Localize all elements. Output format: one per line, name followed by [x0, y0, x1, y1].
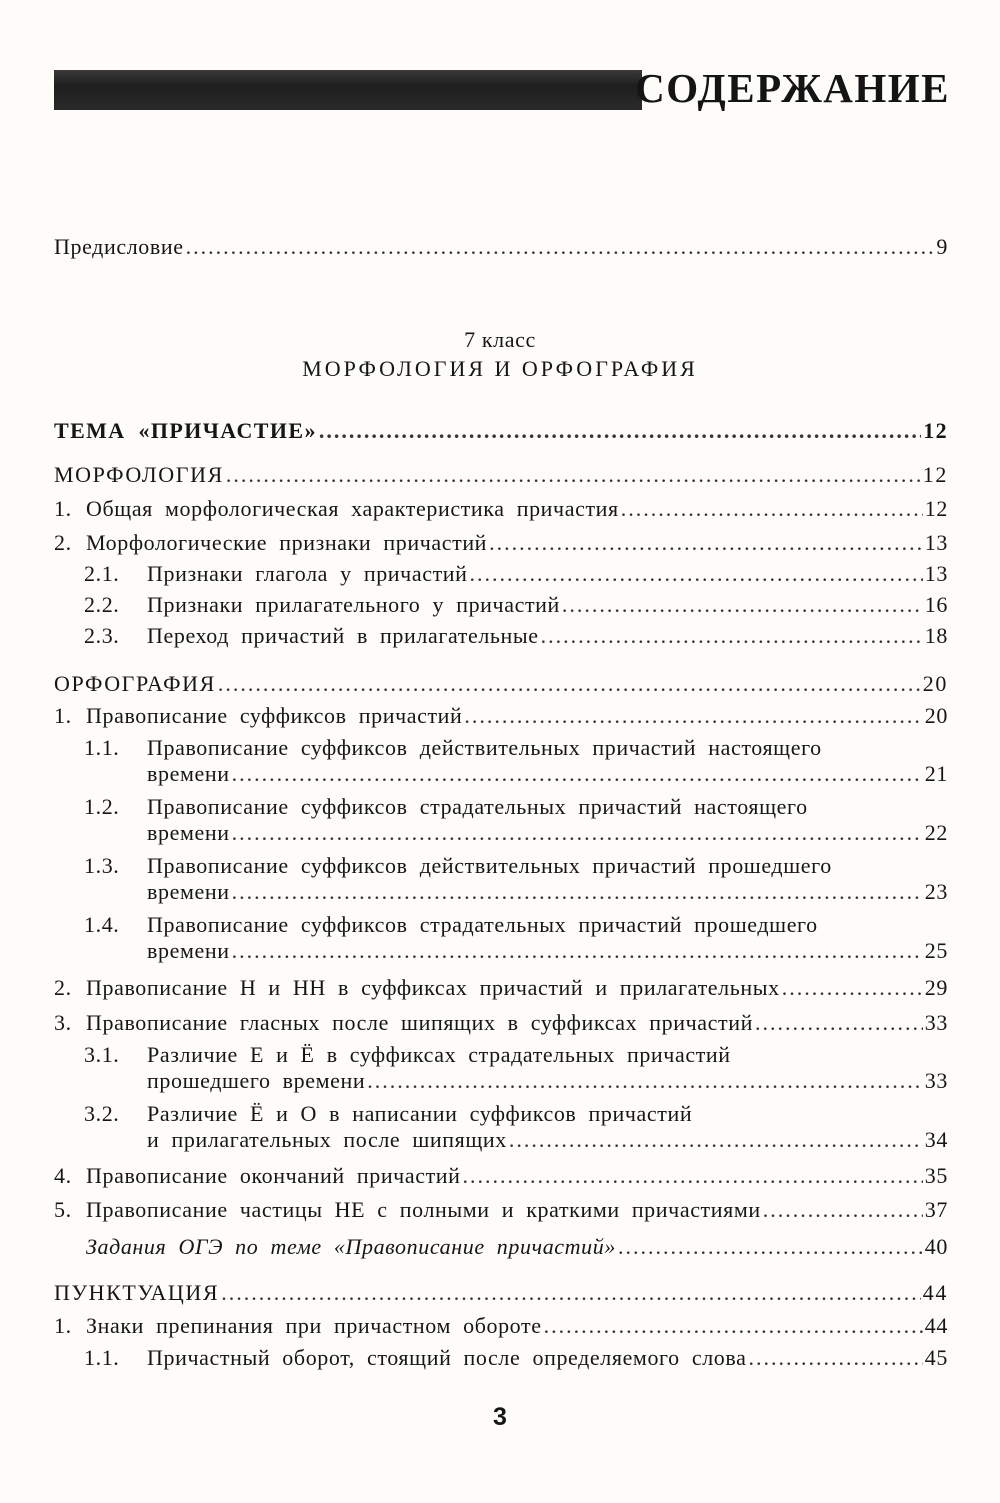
dot-leader [544, 1313, 923, 1339]
toc-entry-label-cont: времени [147, 820, 230, 845]
toc-entry[interactable] [54, 496, 948, 522]
toc-page-number: 20 [924, 703, 948, 728]
toc-page-number: 12 [922, 462, 948, 487]
dot-leader [221, 1280, 921, 1306]
toc-entry-number: 2. [54, 530, 72, 555]
dot-leader [464, 703, 922, 729]
toc-entry-label-cont: времени [147, 879, 230, 904]
toc-entry-number: 1. [54, 1313, 72, 1338]
toc-entry-tasks[interactable] [86, 1234, 948, 1260]
dot-leader [470, 561, 923, 587]
toc-entry-number: 3.2. [84, 1101, 120, 1126]
toc-page-number: 45 [924, 1345, 948, 1370]
toc-entry-label: Правописание суффиксов действительных причастий настоящего [147, 735, 822, 760]
toc-page-number: 25 [924, 938, 948, 963]
toc-entry-label: Правописание суффиксов страдательных причастий прошедшего [147, 912, 818, 937]
toc-page-number: 33 [924, 1068, 948, 1093]
toc-entry-label: Знаки препинания при причастном обороте [86, 1313, 542, 1338]
toc-page-number: 18 [924, 623, 948, 648]
dot-leader [618, 1234, 923, 1260]
toc-entry-label-cont: и прилагательных после шипящих [147, 1127, 507, 1152]
toc-subentry-line1[interactable] [84, 912, 818, 938]
toc-entry-label: Правописание гласных после шипящих в суффиксах причастий [86, 1010, 753, 1035]
dot-leader [232, 761, 923, 787]
toc-entry-label: Признаки прилагательного у причастий [147, 592, 560, 617]
toc-entry-label: Предисловие [54, 234, 184, 259]
dot-leader [782, 975, 923, 1001]
toc-entry-number: 5. [54, 1197, 72, 1222]
toc-entry-label: Морфологические признаки причастий [86, 530, 488, 555]
dot-leader [489, 530, 923, 556]
toc-entry-label: МОРФОЛОГИЯ [54, 462, 224, 487]
toc-entry-morphology[interactable] [54, 462, 948, 488]
toc-entry-topic[interactable] [54, 418, 948, 444]
toc-subentry[interactable] [84, 561, 948, 587]
toc-entry[interactable] [54, 530, 948, 556]
toc-subentry[interactable] [84, 623, 948, 649]
toc-page-number: 35 [924, 1163, 948, 1188]
toc-page-number: 22 [924, 820, 948, 845]
toc-entry-punctuation[interactable] [54, 1280, 948, 1306]
toc-entry-label-cont: времени [147, 761, 230, 786]
toc-entry-number: 2.1. [84, 561, 120, 586]
toc-page-number: 34 [924, 1127, 948, 1152]
header-decorative-bar [54, 70, 642, 110]
toc-subentry[interactable] [84, 1345, 948, 1371]
dot-leader [509, 1127, 923, 1153]
dot-leader [463, 1163, 923, 1189]
toc-entry[interactable] [54, 975, 948, 1001]
toc-entry-number: 2.3. [84, 623, 120, 648]
toc-entry-label: Правописание суффиксов действительных причастий прошедшего [147, 853, 832, 878]
toc-subentry-line1[interactable] [84, 1042, 731, 1068]
dot-leader [232, 938, 923, 964]
dot-leader [232, 820, 923, 846]
toc-entry[interactable] [54, 1197, 948, 1223]
toc-entry[interactable] [54, 1163, 948, 1189]
toc-entry-label: Правописание суффиксов страдательных причастий настоящего [147, 794, 808, 819]
toc-page-number: 33 [924, 1010, 948, 1035]
dot-leader [621, 496, 923, 522]
dot-leader [763, 1197, 923, 1223]
toc-page-number: 29 [924, 975, 948, 1000]
toc-page-number: 13 [924, 530, 948, 555]
toc-page-number: 20 [922, 671, 948, 696]
toc-entry-orthography[interactable] [54, 671, 948, 697]
dot-leader [562, 592, 923, 618]
toc-page-number: 13 [924, 561, 948, 586]
toc-subentry-line2[interactable] [147, 761, 948, 787]
dot-leader [319, 418, 921, 444]
toc-entry-number: 1.1. [84, 735, 120, 760]
section-title: МОРФОЛОГИЯ И ОРФОГРАФИЯ [302, 356, 698, 381]
toc-entry-label: Задания ОГЭ по теме «Правописание причастий» [86, 1234, 616, 1259]
toc-page-number: 12 [923, 418, 948, 443]
toc-entry-number: 2.2. [84, 592, 120, 617]
toc-entry-number: 1.4. [84, 912, 120, 937]
toc-entry-number: 1. [54, 703, 72, 728]
toc-entry[interactable] [54, 1313, 948, 1339]
toc-entry-number: 1.1. [84, 1345, 120, 1370]
dot-leader [367, 1068, 923, 1094]
toc-entry[interactable] [54, 703, 948, 729]
toc-page-number: 16 [924, 592, 948, 617]
toc-entry-number: 1.3. [84, 853, 120, 878]
toc-subentry-line2[interactable] [147, 820, 948, 846]
dot-leader [541, 623, 923, 649]
toc-subentry-line1[interactable] [84, 1101, 692, 1127]
toc-entry-label: Различие Е и Ё в суффиксах страдательных причастий [147, 1042, 731, 1067]
toc-entry-label-cont: времени [147, 938, 230, 963]
toc-subentry-line2[interactable] [147, 1127, 948, 1153]
toc-page-number: 23 [924, 879, 948, 904]
page-number: 3 [493, 1403, 507, 1431]
toc-entry-number: 4. [54, 1163, 72, 1188]
toc-subentry-line2[interactable] [147, 938, 948, 964]
toc-subentry-line2[interactable] [147, 879, 948, 905]
toc-entry-label: Причастный оборот, стоящий после определяемого слова [147, 1345, 747, 1370]
toc-entry-label-cont: прошедшего времени [147, 1068, 366, 1093]
toc-entry-label: ОРФОГРАФИЯ [54, 671, 216, 696]
dot-leader [232, 879, 923, 905]
toc-entry-number: 1. [54, 496, 72, 521]
toc-entry-number: 3. [54, 1010, 72, 1035]
toc-subentry-line1[interactable] [84, 794, 808, 820]
toc-entry-label: ТЕМА «ПРИЧАСТИЕ» [54, 418, 317, 443]
toc-entry-preface[interactable] [54, 234, 948, 260]
toc-entry-label: ПУНКТУАЦИЯ [54, 1280, 220, 1305]
toc-entry[interactable] [54, 1010, 948, 1036]
toc-entry-label: Различие Ё и О в написании суффиксов причастий [147, 1101, 693, 1126]
dot-leader [218, 671, 921, 697]
toc-page-number: 12 [924, 496, 948, 521]
toc-page-number: 21 [924, 761, 948, 786]
toc-entry-label: Правописание Н и НН в суффиксах причастий и прилагательных [86, 975, 780, 1000]
toc-entry-number: 2. [54, 975, 72, 1000]
toc-entry-label: Правописание суффиксов причастий [86, 703, 463, 728]
toc-page-number: 37 [924, 1197, 948, 1222]
page-title: СОДЕРЖАНИЕ [635, 65, 950, 111]
toc-entry-label: Правописание окончаний причастий [86, 1163, 461, 1188]
toc-subentry-line2[interactable] [147, 1068, 948, 1094]
toc-entry-label: Общая морфологическая характеристика причастия [86, 496, 619, 521]
toc-subentry[interactable] [84, 592, 948, 618]
grade-label: 7 класс [464, 327, 536, 352]
toc-page-number: 44 [924, 1313, 948, 1338]
toc-page-number: 40 [924, 1234, 948, 1259]
dot-leader [748, 1345, 922, 1371]
toc-entry-label: Переход причастий в прилагательные [147, 623, 539, 648]
toc-page-number: 9 [936, 234, 948, 259]
toc-entry-label: Признаки глагола у причастий [147, 561, 468, 586]
dot-leader [226, 462, 921, 488]
toc-entry-label: Правописание частицы НЕ с полными и краткими причастиями [86, 1197, 761, 1222]
toc-entry-number: 1.2. [84, 794, 120, 819]
dot-leader [186, 234, 935, 260]
toc-subentry-line1[interactable] [84, 853, 832, 879]
toc-page-number: 44 [922, 1280, 948, 1305]
toc-subentry-line1[interactable] [84, 735, 822, 761]
toc-entry-number: 3.1. [84, 1042, 120, 1067]
dot-leader [755, 1010, 923, 1036]
